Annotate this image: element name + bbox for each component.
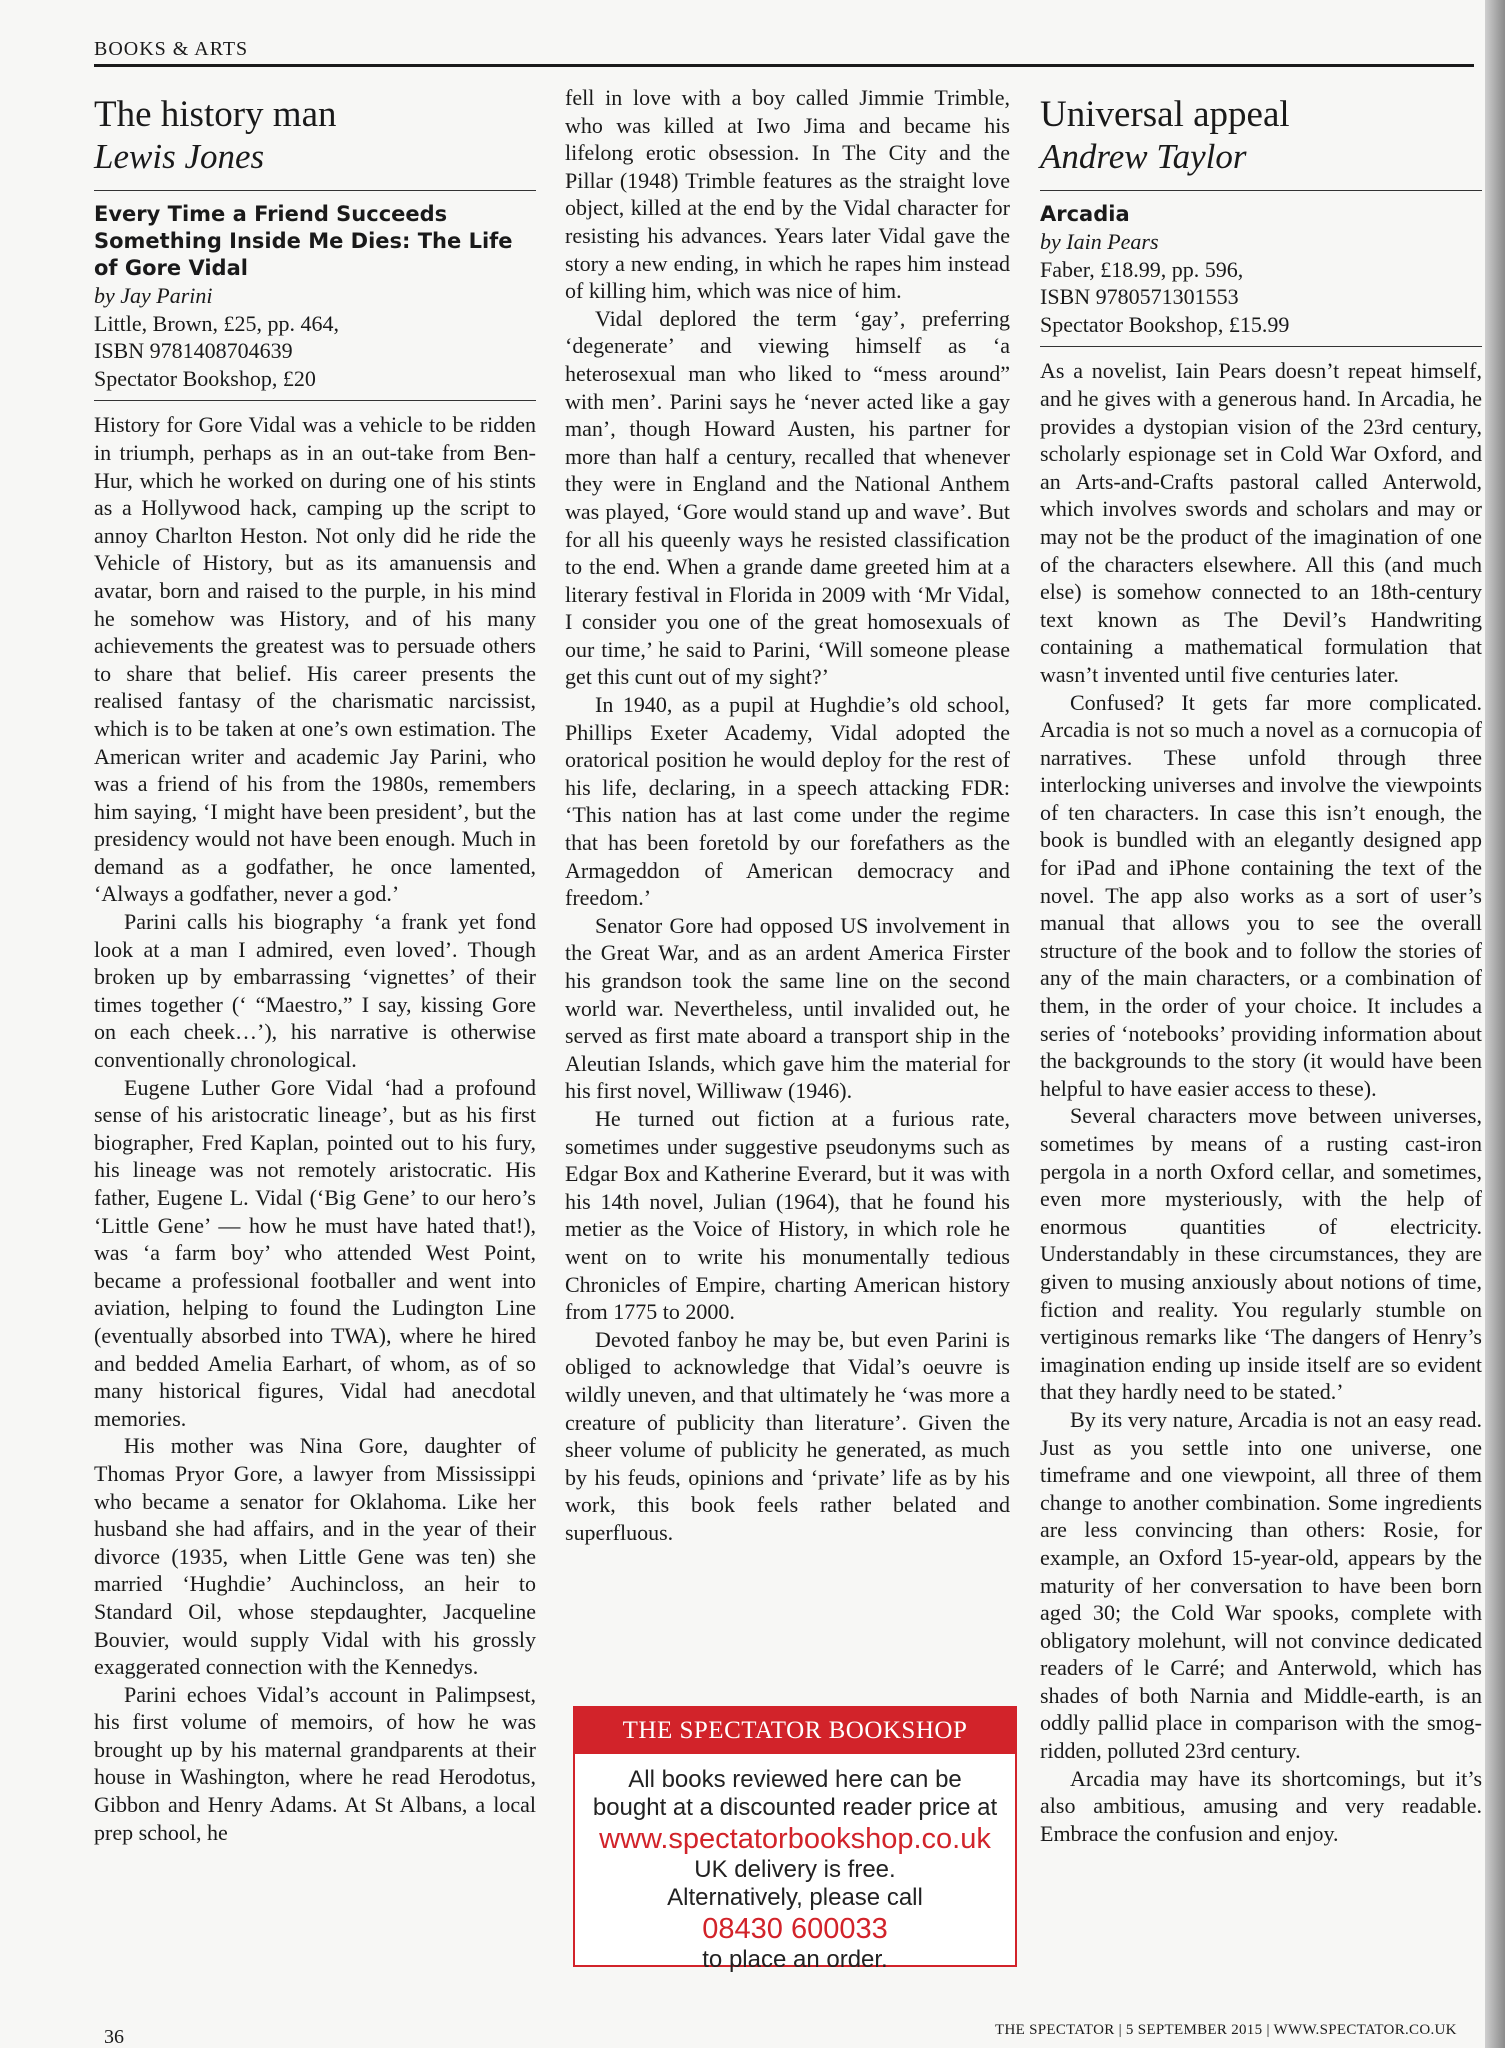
review1-headline: The history man bbox=[94, 94, 337, 135]
bookshop-phone: 08430 600033 bbox=[702, 1913, 888, 1945]
paragraph: fell in love with a boy called Jimmie Trimble, who was killed at Iwo Jima and became his lifelong erotic obsession. In The City and the Pillar (1948) Trimble features as the straight love object, killed at the end by the Vidal character for resisting his advances. Years later Vidal gave the story a new ending, in which he rapes him instead of killing him, which was nice of him. bbox=[565, 85, 1010, 304]
paragraph: His mother was Nina Gore, daughter of Thomas Pryor Gore, a lawyer from Mississippi who became a senator for Oklahoma. Like her husband she had affairs, and in the year of their divorce (1935, when Little Gene was ten) she married ‘Hughdie’ Auchincloss, an heir to Standard Oil, whose stepdaughter, Jacqueline Bouvier, would supply Vidal with his grossly exaggerated connection with the Kennedys. bbox=[94, 1433, 536, 1680]
paragraph: Arcadia may have its shortcomings, but it’s also ambitious, amusing and very readable. Embrace the confusion and enjoy. bbox=[1040, 1765, 1482, 1846]
paragraph: Several characters move between universes, sometimes by means of a rusting cast-iron pergola in a north Oxford cellar, and sometimes, even more mysteriously, with the help of enormous quantities of electricity. Understandably in these circumstances, they are given to musing anxiously about notions of time, fiction and reality. You regularly stumble on vertiginous remarks like ‘The dangers of Henry’s imagination ending up inside itself are so evident that they hardly need to be stated.’ bbox=[1040, 1103, 1482, 1405]
paragraph: As a novelist, Iain Pears doesn’t repeat himself, and he gives with a generous hand. In Arcadia, he provides a dystopian vision of the 23rd century, scholarly espionage set in Cold War Oxford, and an Arts-and-Crafts pastoral called Anterwold, which involves swords and scholars and may or may not be the product of the imagination of one of the characters elsewhere. All this (and much else) is somehow connected to an 18th-century text known as The Devil’s Handwriting containing a mathematical formulation that wasn’t invented until five centuries later. bbox=[1040, 358, 1482, 687]
divider bbox=[1040, 346, 1482, 347]
divider bbox=[1040, 190, 1482, 191]
review2-publisher: Faber, £18.99, pp. 596, bbox=[1040, 256, 1244, 282]
bookshop-text: UK delivery is free. bbox=[694, 1856, 896, 1883]
paragraph: Parini echoes Vidal’s account in Palimpsest, his first volume of memoirs, of how he was brought up by his maternal grandparents at their house in Washington, where he read Herodotus, Gibbon and Henry Adams. At St Albans, a local prep school, he bbox=[94, 1681, 536, 1845]
review2-headline: Universal appeal bbox=[1040, 94, 1290, 135]
bookshop-title: THE SPECTATOR BOOKSHOP bbox=[575, 1708, 1015, 1754]
bookshop-text: Alternatively, please call bbox=[667, 1884, 923, 1911]
section-label: BOOKS & ARTS bbox=[94, 38, 249, 60]
review2-book-title: Arcadia bbox=[1040, 202, 1130, 226]
paragraph: History for Gore Vidal was a vehicle to be ridden in triumph, perhaps as in an out-take from Ben-Hur, which he worked on during one of his stints as a Hollywood hack, camping up the script to annoy Charlton Heston. Not only did he ride the Vehicle of History, but as its amanuensis and avatar, born and raised to the purple, in his mind he somehow was History, and of his many achievements the greatest was to persuade others to share that belief. His career presents the realised fantasy of the charismatic narcissist, which is to be taken at one’s own estimation. The American writer and academic Jay Parini, who was a friend of his from the 1980s, remembers him saying, ‘I might have been president’, but the presidency would not have been enough. Much in demand as a godfather, he once lamented, ‘Always a godfather, never a god.’ bbox=[94, 412, 536, 907]
footer-publication-line: THE SPECTATOR | 5 SEPTEMBER 2015 | WWW.SPECTATOR.CO.UK bbox=[995, 2022, 1457, 2038]
divider bbox=[94, 190, 536, 191]
bookshop-advert bbox=[573, 1706, 1017, 1973]
review1-publisher: Little, Brown, £25, pp. 464, bbox=[94, 310, 340, 336]
page-number: 36 bbox=[104, 2026, 124, 2048]
paragraph: Senator Gore had opposed US involvement in the Great War, and as an ardent America Firster his grandson took the same line on the second world war. Nevertheless, until invalided out, he served as first mate aboard a transport ship in the Aleutian Islands, which gave him the material for his first novel, Williwaw (1946). bbox=[565, 912, 1010, 1104]
paragraph: Parini calls his biography ‘a frank yet fond look at a man I admired, even loved’. Though broken up by embarrassing ‘vignettes’ of their times together (‘ “Maestro,” I say, kissing Gore on each cheek…’), his narrative is otherwise conventionally chronological. bbox=[94, 909, 536, 1073]
paragraph: Eugene Luther Gore Vidal ‘had a profound sense of his aristocratic lineage’, but as his first biographer, Fred Kaplan, pointed out to his fury, his lineage was not remotely aristocratic. His father, Eugene L. Vidal (‘Big Gene’ to our hero’s ‘Little Gene’ — how he must have hated that!), was ‘a farm boy’ who attended West Point, became a professional footballer and went into aviation, helping to found the Ludington Line (eventually absorbed into TWA), where he hired and bedded Amelia Earhart, of whom, as of so many historical figures, Vidal had anecdotal memories. bbox=[94, 1074, 536, 1431]
review1-body-col1 bbox=[94, 411, 536, 1846]
review1-author: Lewis Jones bbox=[94, 137, 265, 176]
review1-book-meta bbox=[94, 282, 536, 392]
review2-book-meta bbox=[1040, 228, 1482, 338]
paragraph: Vidal deplored the term ‘gay’, preferring ‘degenerate’ and viewing himself as ‘a heterosexual man who liked to “mess around” with men’. Parini says he ‘never acted like a gay man’, though Howard Austen, his partner for more than half a century, recalled that whenever they were in England and the National Anthem was played, ‘Gore would stand up and wave’. But for all his queenly ways he resisted classification to the end. When a grande dame greeted him at a literary festival in Florida in 2009 with ‘Mr Vidal, I consider you one of the great homosexuals of our time,’ he said to Parini, ‘Will someone please get this cunt out of my sight?’ bbox=[565, 305, 1010, 690]
review2-author: Andrew Taylor bbox=[1040, 137, 1247, 176]
paragraph: He turned out fiction at a furious rate, sometimes under suggestive pseudonyms such as Edgar Box and Katherine Everard, but it was with his 14th novel, Julian (1964), that he found his metier as the Voice of History, in which role he went on to write his monumentally tedious Chronicles of Empire, charting American history from 1775 to 2000. bbox=[565, 1105, 1010, 1325]
bookshop-url-link[interactable]: www.spectatorbookshop.co.uk bbox=[599, 1823, 991, 1855]
review1-isbn: ISBN 9781408704639 bbox=[94, 338, 293, 364]
top-rule bbox=[94, 64, 1474, 67]
review1-body-col2 bbox=[565, 84, 1010, 1546]
bookshop-text: bought at a discounted reader price at bbox=[592, 1794, 998, 1821]
bookshop-text: to place an order. bbox=[702, 1946, 888, 1973]
paragraph: Confused? It gets far more complicated. Arcadia is not so much a novel as a cornucopia of narratives. These unfold through three interlocking universes and involve the viewpoints of ten characters. In case this isn’t enough, the book is bundled with an elegantly designed app for iPad and iPhone containing the text of the novel. The app also works as a sort of user’s manual that allows you to see the overall structure of the book and to follow the stories of any of the main characters, or a combination of them, in the order of your choice. It includes a series of ‘notebooks’ providing information about the backgrounds to the story (it would have been helpful to have easier access to these). bbox=[1040, 689, 1482, 1101]
review2-bookshop-price: Spectator Bookshop, £15.99 bbox=[1040, 311, 1290, 337]
bookshop-text: All books reviewed here can be bbox=[628, 1766, 962, 1793]
review1-bookshop-price: Spectator Bookshop, £20 bbox=[94, 365, 316, 391]
review1-column-2 bbox=[565, 84, 1010, 1546]
divider bbox=[94, 400, 536, 401]
review2-body bbox=[1040, 357, 1482, 1847]
paragraph: By its very nature, Arcadia is not an easy read. Just as you settle into one universe, one timeframe and one viewpoint, all three of them change to another combination. Some ingredients are less convincing than others: Rosie, for example, an Oxford 15-year-old, appears by the maturity of her conversation to have been born aged 30; the Cold War spooks, complete with obligatory molehunt, will not convince dedicated readers of le Carré; and Anterwold, which has shades of both Narnia and Middle-earth, is an oddly pallid place in comparison with the smog-ridden, polluted 23rd century. bbox=[1040, 1406, 1482, 1764]
review1-column-1 bbox=[94, 88, 536, 1846]
review1-book-title: Every Time a Friend Succeeds Something Inside Me Dies: The Life of Gore Vidal bbox=[94, 202, 513, 280]
review2-book-author: by Iain Pears bbox=[1040, 229, 1159, 254]
review2-isbn: ISBN 9780571301553 bbox=[1040, 284, 1239, 310]
paragraph: In 1940, as a pupil at Hughdie’s old school, Phillips Exeter Academy, Vidal adopted the oratorical position he would deploy for the rest of his life, declaring, in a speech attacking FDR: ‘This nation has at last come under the regime that has been foretold by our forefathers as the Armageddon of American democracy and freedom.’ bbox=[565, 692, 1010, 911]
review1-book-author: by Jay Parini bbox=[94, 283, 213, 308]
paragraph: Devoted fanboy he may be, but even Parini is obliged to acknowledge that Vidal’s oeuvre is wildly uneven, and that ultimately he ‘was more a creature of publicity than literature’. Given the sheer volume of publicity he generated, as much by his feuds, opinions and ‘private’ life as by his work, this book feels rather belated and superfluous. bbox=[565, 1326, 1010, 1545]
page-edge-shadow bbox=[1485, 0, 1505, 2048]
review2-column bbox=[1040, 88, 1482, 1847]
